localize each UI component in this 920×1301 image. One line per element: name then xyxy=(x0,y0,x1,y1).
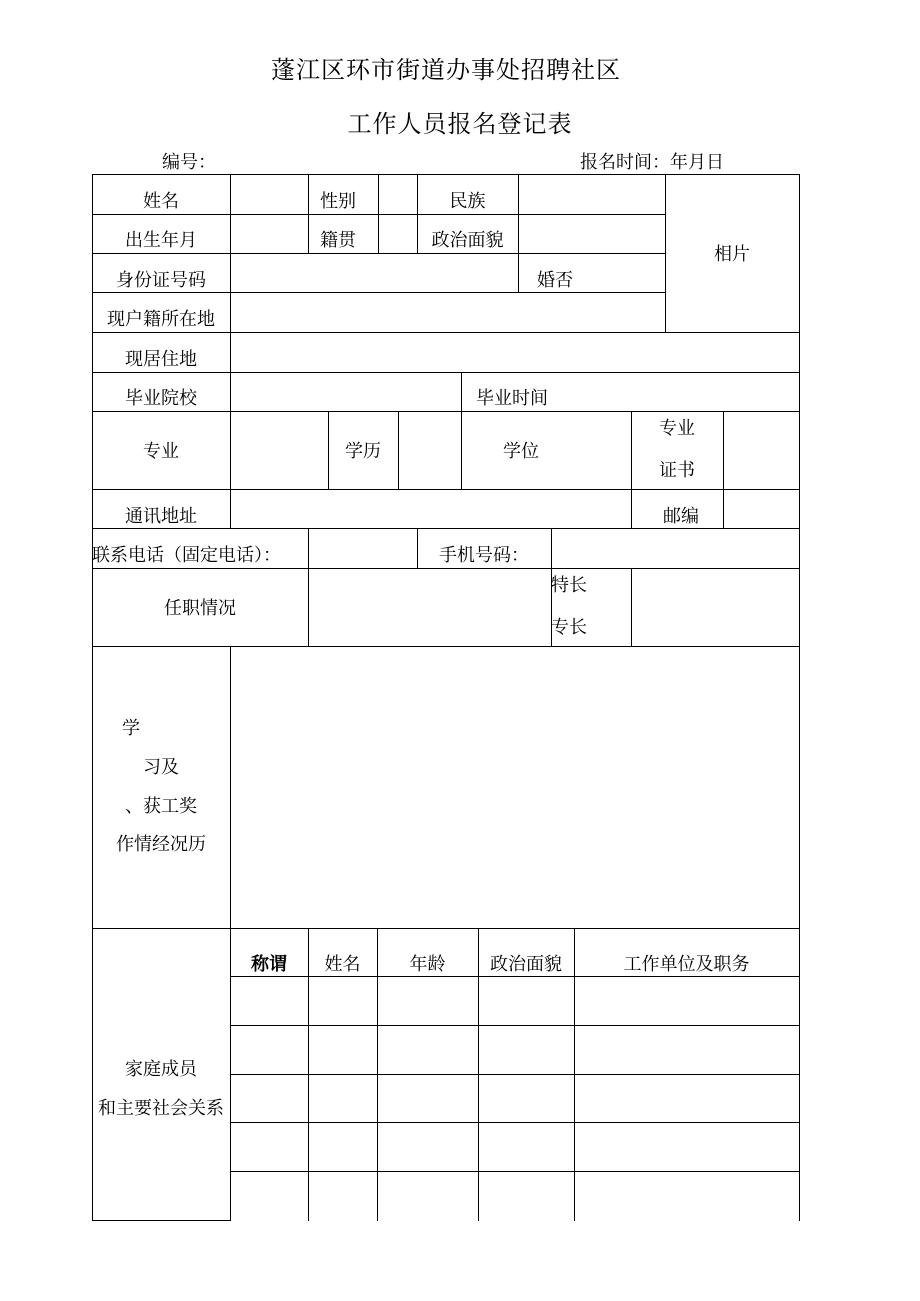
certificate-label xyxy=(631,411,723,489)
school-label: 毕业院校 xyxy=(125,388,197,409)
residence-label: 现居住地 xyxy=(125,349,197,370)
history-label-line2: 习及 xyxy=(143,756,179,778)
mobile-phone-field[interactable] xyxy=(552,529,798,567)
marital-status-label: 婚否 xyxy=(537,270,573,291)
degree-field[interactable] xyxy=(582,412,630,488)
date-label: 报名时间：年月日 xyxy=(580,152,724,173)
history-label-line3: 、获工奖 xyxy=(125,795,197,817)
family-col-age: 年龄 xyxy=(409,954,446,975)
native-place-label: 籍贯 xyxy=(320,230,356,251)
major-label: 专业 xyxy=(143,441,179,462)
grid-line xyxy=(230,1171,800,1172)
address-field[interactable] xyxy=(231,490,630,527)
family-col-name: 姓名 xyxy=(324,954,361,975)
graduation-time-field[interactable] xyxy=(565,373,798,410)
landline-phone-label: 联系电话（固定电话）： xyxy=(92,545,281,566)
education-label: 学历 xyxy=(345,441,381,462)
family-col-relation: 称谓 xyxy=(251,954,287,975)
birth-field[interactable] xyxy=(231,215,307,252)
form-title-line2: 工作人员报名登记表 xyxy=(347,110,573,138)
talent-label-line1: 特长 xyxy=(551,575,587,597)
postcode-label: 邮编 xyxy=(663,506,699,527)
talent-field[interactable] xyxy=(632,569,798,645)
native-place-field[interactable] xyxy=(379,215,416,252)
education-field[interactable] xyxy=(399,412,460,488)
photo-box-label: 相片 xyxy=(714,244,750,265)
family-label-line1: 家庭成员 xyxy=(125,1058,197,1080)
study-work-history-label xyxy=(92,646,230,928)
residence-field[interactable] xyxy=(231,333,798,371)
family-col-political: 政治面貌 xyxy=(490,954,562,975)
name-label: 姓名 xyxy=(143,191,179,212)
address-label: 通讯地址 xyxy=(125,506,197,527)
mobile-phone-label: 手机号码： xyxy=(439,545,529,566)
study-work-history-field[interactable] xyxy=(231,647,798,927)
talent-label-line2: 专长 xyxy=(551,617,587,638)
graduation-time-label: 毕业时间 xyxy=(476,388,548,409)
birth-label: 出生年月 xyxy=(125,230,197,251)
history-label-line1: 学 xyxy=(122,718,140,740)
postcode-field[interactable] xyxy=(724,490,798,527)
family-col-work-unit: 工作单位及职务 xyxy=(623,954,750,975)
school-field[interactable] xyxy=(231,373,460,410)
marital-status-field[interactable] xyxy=(595,254,664,291)
grid-line xyxy=(230,1122,800,1123)
family-relations-label xyxy=(92,928,230,1220)
political-status-field[interactable] xyxy=(519,215,664,252)
landline-phone-field[interactable] xyxy=(309,529,416,567)
talent-label xyxy=(551,568,591,646)
ethnicity-label: 民族 xyxy=(449,191,486,212)
political-status-label: 政治面貌 xyxy=(431,230,504,251)
form-title-line1: 蓬江区环市街道办事处招聘社区 xyxy=(271,56,621,84)
position-label: 任职情况 xyxy=(164,598,236,619)
certificate-field[interactable] xyxy=(724,412,798,488)
gender-field[interactable] xyxy=(379,175,416,213)
gender-label: 性别 xyxy=(320,191,356,212)
grid-line xyxy=(230,1074,800,1075)
number-label: 编号： xyxy=(162,152,216,173)
id-number-label: 身份证号码 xyxy=(116,270,206,291)
id-number-field[interactable] xyxy=(231,254,517,291)
degree-label: 学位 xyxy=(503,441,539,462)
position-field[interactable] xyxy=(309,569,550,645)
hukou-field[interactable] xyxy=(231,293,664,331)
grid-line xyxy=(92,1220,230,1221)
certificate-label-line1: 专业 xyxy=(659,418,695,440)
photo-upload-area[interactable] xyxy=(666,280,798,331)
grid-line xyxy=(799,174,800,1221)
grid-line xyxy=(230,1025,800,1026)
family-label-line2: 和主要社会关系 xyxy=(98,1097,224,1119)
certificate-label-line2: 证书 xyxy=(659,460,695,481)
major-field[interactable] xyxy=(231,412,327,488)
history-label-line4: 作情经况历 xyxy=(116,834,206,856)
hukou-label: 现户籍所在地 xyxy=(107,309,215,330)
ethnicity-field[interactable] xyxy=(519,175,664,213)
name-field[interactable] xyxy=(231,175,307,213)
